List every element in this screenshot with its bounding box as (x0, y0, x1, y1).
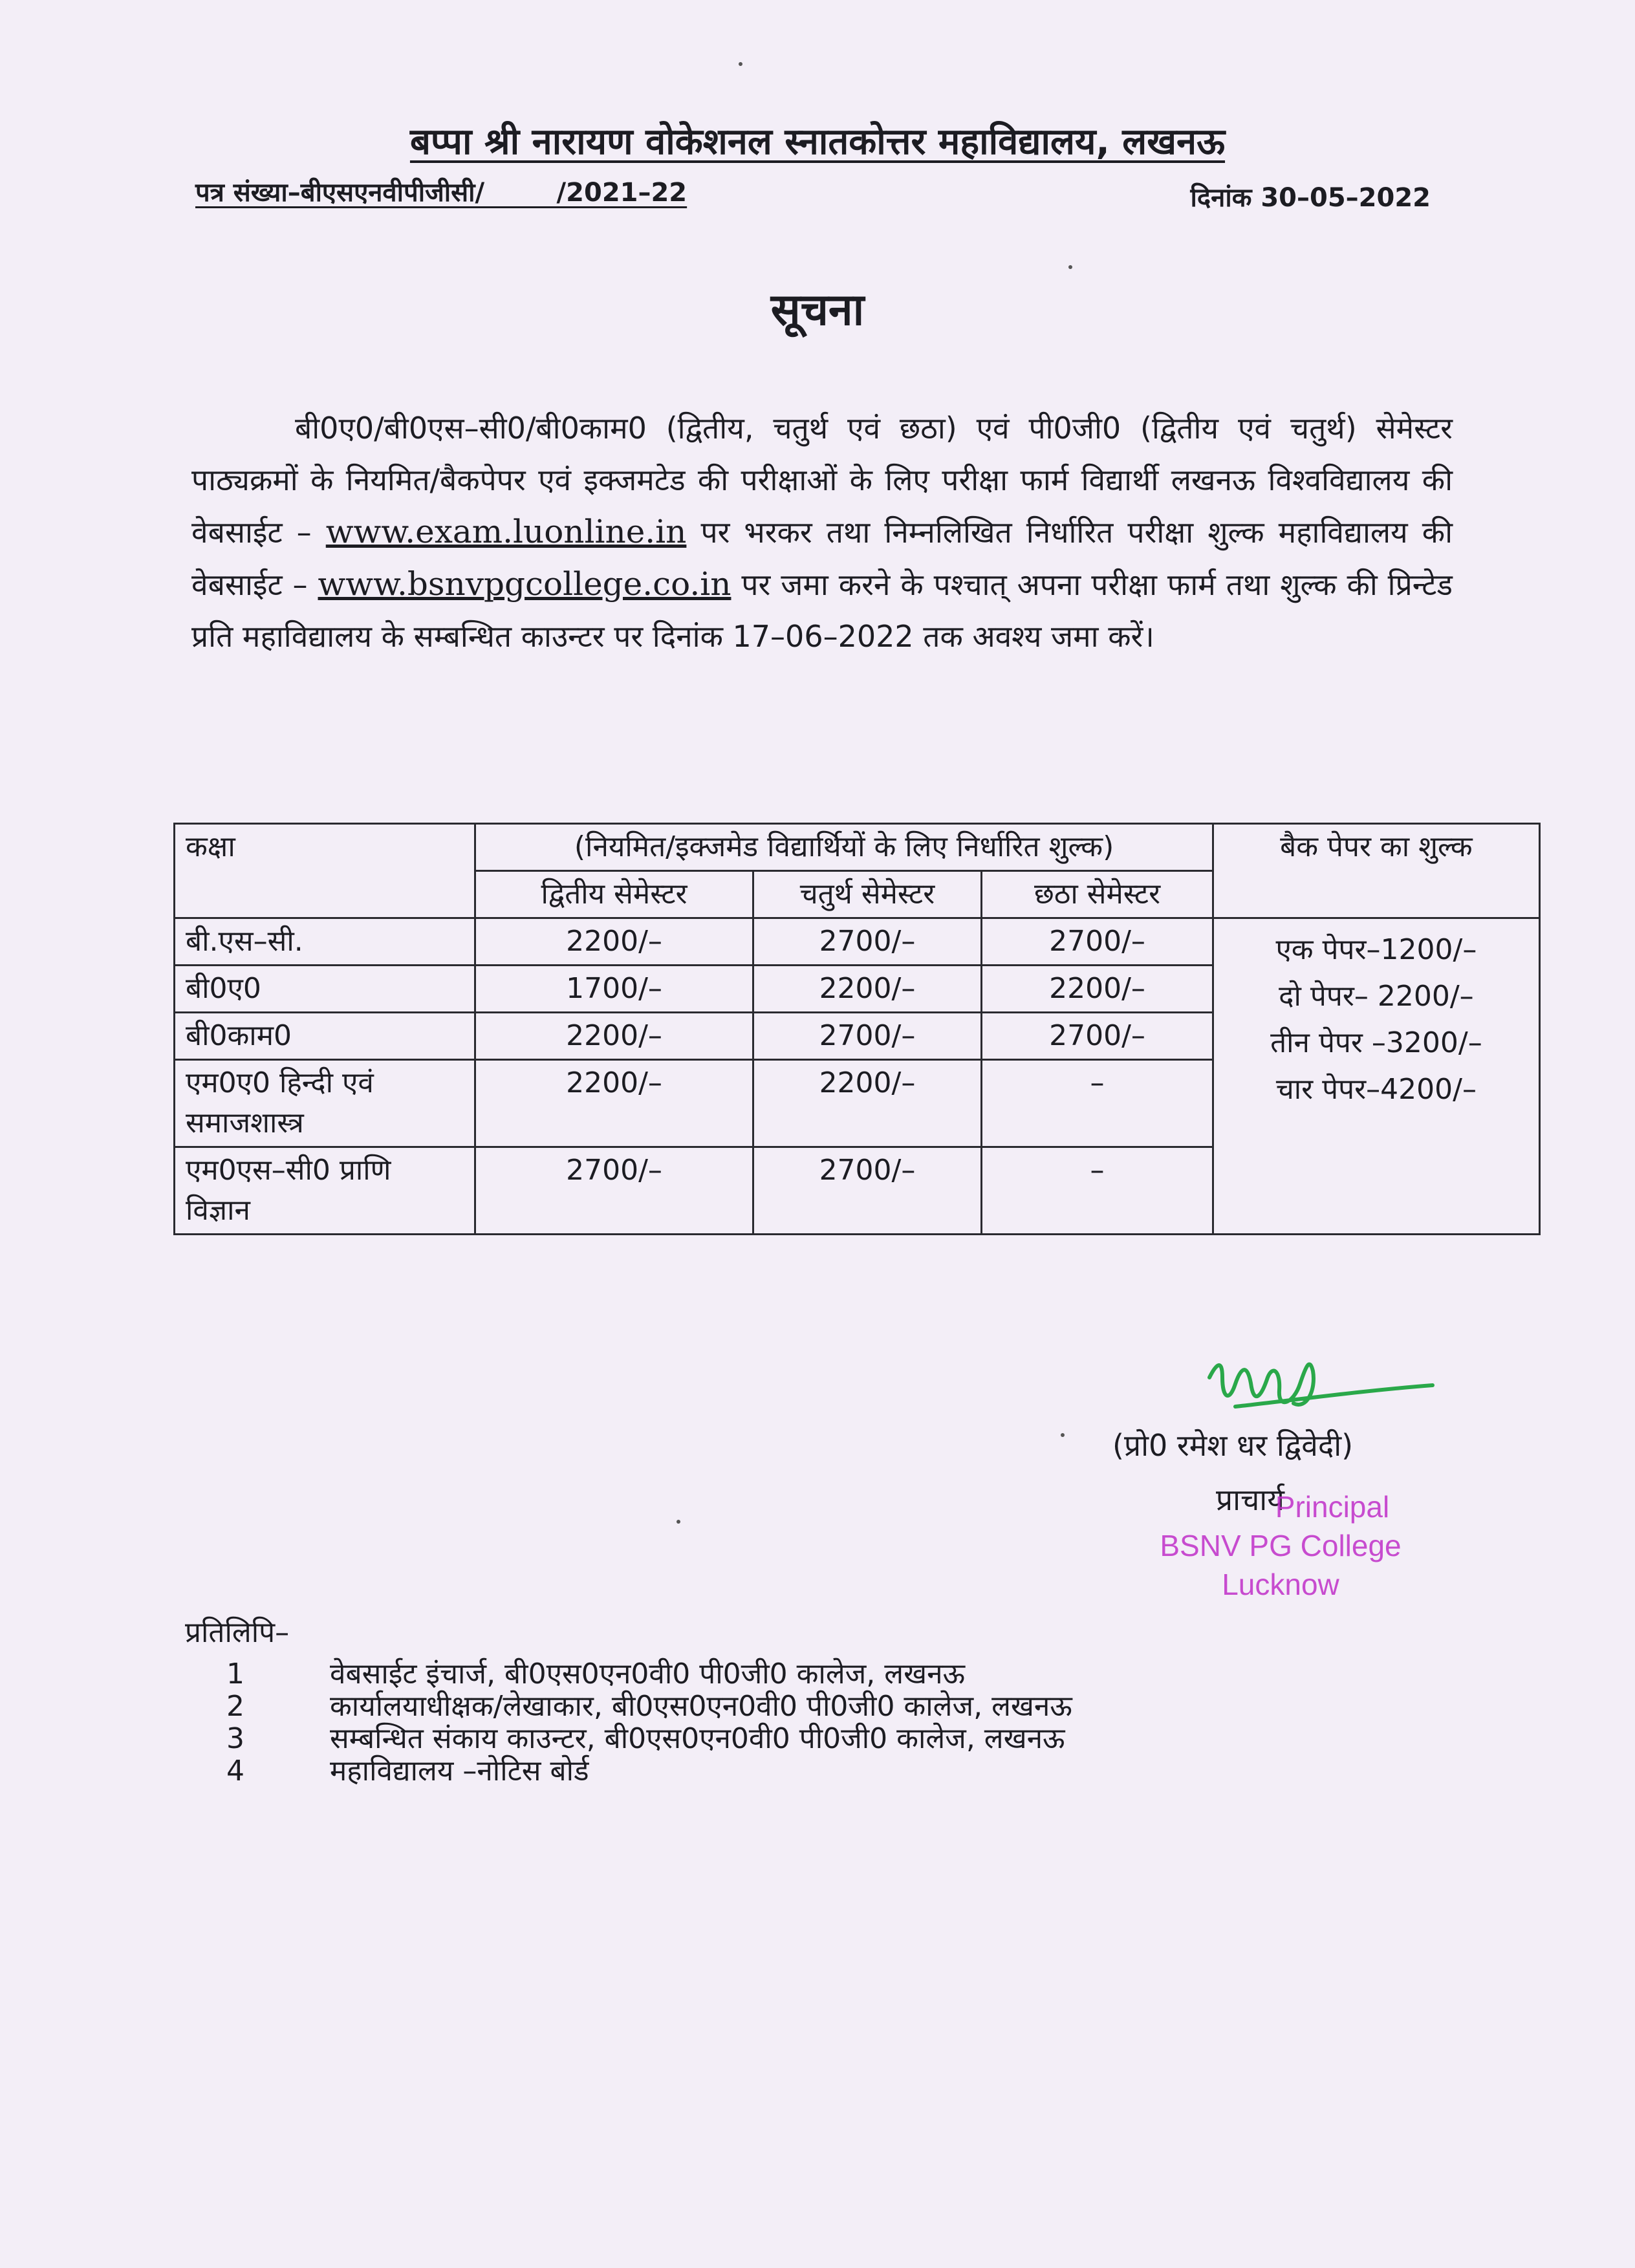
list-item-number: 3 (226, 1722, 244, 1755)
class-cell: बी0काम0 (175, 1013, 475, 1060)
fee-cell: 2700/– (982, 1013, 1213, 1060)
list-item (226, 1723, 1072, 1755)
list-item (226, 1755, 1072, 1787)
list-item-number: 2 (226, 1690, 244, 1723)
signatory-designation: प्राचार्य (1216, 1482, 1284, 1517)
list-item (226, 1690, 1072, 1723)
fee-cell: 2200/– (753, 1060, 982, 1147)
back-paper-fee: तीन पेपर –3200/– (1270, 1026, 1482, 1059)
fee-cell: – (982, 1060, 1213, 1147)
scan-speck (1061, 1433, 1065, 1437)
fee-table (173, 823, 1541, 1235)
class-cell: बी.एस–सी. (175, 918, 475, 966)
copy-to-heading: प्रतिलिपि– (185, 1616, 290, 1649)
class-column-header: कक्षा (175, 824, 475, 918)
stamp-line: Principal (1275, 1490, 1390, 1524)
table-header-row (175, 824, 1540, 871)
fee-cell: 2200/– (475, 918, 753, 966)
fee-cell: – (982, 1147, 1213, 1235)
list-item-number: 4 (226, 1755, 244, 1787)
fee-cell: 2700/– (982, 918, 1213, 966)
regular-fee-group-header: (नियमित/इक्जमेड विद्यार्थियों के लिए निर्धारित शुल्क) (475, 824, 1213, 871)
fee-cell: 2700/– (475, 1147, 753, 1235)
list-item-text: वेबसाईट इंचार्ज, बी0एस0एन0वी0 पी0जी0 कालेज, लखनऊ (330, 1658, 966, 1690)
class-cell: एम0एस–सी0 प्राणि विज्ञान (175, 1147, 475, 1235)
scan-speck (677, 1520, 680, 1524)
semester-header: चतुर्थ सेमेस्टर (753, 871, 982, 918)
paragraph-part-1: बी0ए0/बी0एस–सी0/बी0काम0 (द्वितीय, चतुर्थ एवं छठा) एवं पी0जी0 (द्वितीय एवं चतुर्थ) सेमेस्टर पाठ्यक्रमों के नियमित/बैकपेपर एवं इक्जमटेड की परीक्षाओं के लिए परीक्षा फार्म विद्यार्थी लखनऊ विश्वविद्यालय की वेबसाईट – (191, 411, 1453, 550)
fee-cell: 2700/– (753, 1013, 982, 1060)
letter-number: पत्र संख्या–बीएसएनवीपीजीसी/ /2021–22 (195, 178, 688, 208)
fee-cell: 2700/– (753, 1147, 982, 1235)
paragraph-part-3: पर जमा करने के पश्चात् अपना परीक्षा फार्म तथा शुल्क की प्रिन्टेड प्रति महाविद्यालय के सम्बन्धित काउन्टर पर दिनांक 17–06–2022 तक अवश्य जमा करें। (191, 567, 1453, 654)
class-cell: एम0ए0 हिन्दी एवं समाजशास्त्र (175, 1060, 475, 1147)
exam-website-link[interactable]: www.exam.luonline.in (325, 513, 687, 550)
back-paper-fee: चार पेपर–4200/– (1275, 1073, 1477, 1106)
fee-cell: 2700/– (753, 918, 982, 966)
back-paper-column-header: बैक पेपर का शुल्क (1213, 824, 1539, 918)
semester-header: द्वितीय सेमेस्टर (475, 871, 753, 918)
fee-cell: 1700/– (475, 966, 753, 1013)
college-stamp (1138, 1487, 1423, 1604)
signatory-name: (प्रो0 रमेश धर द्विवेदी) (1112, 1428, 1354, 1463)
notice-heading: सूचना (770, 285, 865, 336)
college-name: बप्पा श्री नारायण वोकेशनल स्नातकोत्तर महाविद्यालय, लखनऊ (409, 121, 1226, 163)
list-item-text: सम्बन्धित संकाय काउन्टर, बी0एस0एन0वी0 पी0जी0 कालेज, लखनऊ (330, 1722, 1065, 1755)
table-row (175, 918, 1540, 966)
back-paper-fee: दो पेपर– 2200/– (1279, 980, 1474, 1013)
list-item-text: कार्यालयाधीक्षक/लेखाकार, बी0एस0एन0वी0 पी0जी0 कालेज, लखनऊ (330, 1690, 1072, 1723)
back-paper-fee: एक पेपर–1200/– (1275, 933, 1477, 966)
letter-date: दिनांक 30–05–2022 (1190, 183, 1431, 213)
class-cell: बी0ए0 (175, 966, 475, 1013)
college-website-link[interactable]: www.bsnvpgcollege.co.in (318, 565, 731, 603)
notice-paragraph (191, 402, 1453, 662)
fee-cell: 2200/– (475, 1060, 753, 1147)
list-item (226, 1658, 1072, 1690)
list-item-text: महाविद्यालय –नोटिस बोर्ड (330, 1755, 589, 1787)
scan-speck (1068, 265, 1072, 269)
semester-header: छठा सेमेस्टर (982, 871, 1213, 918)
fee-cell: 2200/– (753, 966, 982, 1013)
paragraph-part-2: पर भरकर तथा निम्नलिखित निर्धारित परीक्षा शुल्क महाविद्यालय की वेबसाईट – (191, 515, 1453, 602)
copy-to-list (226, 1658, 1072, 1787)
stamp-line: Lucknow (1222, 1568, 1339, 1601)
fee-cell: 2200/– (475, 1013, 753, 1060)
back-paper-fee-cell (1213, 918, 1539, 1235)
list-item-number: 1 (226, 1658, 244, 1690)
scan-speck (739, 62, 742, 66)
fee-cell: 2200/– (982, 966, 1213, 1013)
stamp-line: BSNV PG College (1160, 1529, 1402, 1562)
